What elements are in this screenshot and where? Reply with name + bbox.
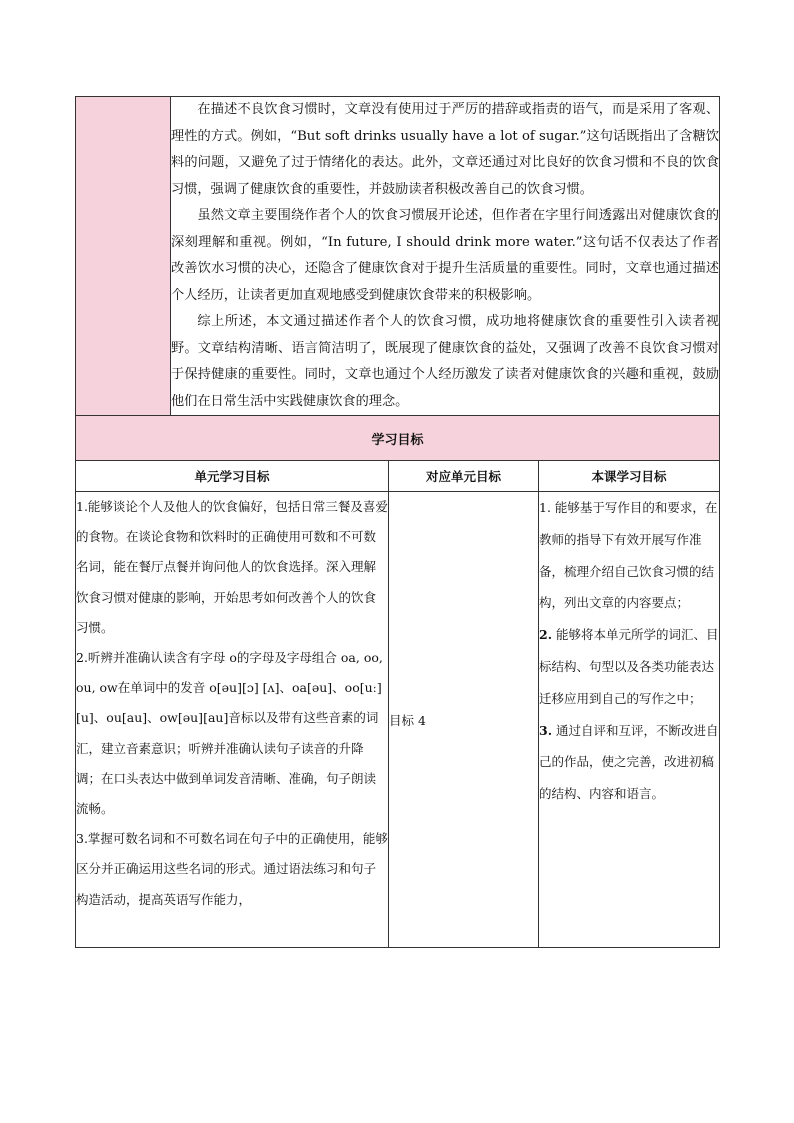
- label-cell: [76, 97, 171, 416]
- unit-goal-2: 2.听辨并准确认读含有字母 o的字母及字母组合 oa, oo, ou, ow在单词中的发音 o[əu][ɔ] [ʌ]、oa[əu]、oo[uː][u]、ou[au]、ow[əu][au]音标以及带有这些音素的词汇，建立音素意识；听辨并准确认读句子读音的升降调；在口头表达中做到单词发音清晰、准确，句子朗读流畅。: [76, 650, 383, 817]
- column-header-mapped-goal: 对应单元目标: [389, 461, 539, 492]
- analysis-row: [76, 97, 720, 416]
- analysis-paragraph-1: 在描述不良饮食习惯时，文章没有使用过于严厉的措辞或指责的语气，而是采用了客观、理性的方式。例如，“But soft drinks usually have a lot of sugar.”这句话既指出了含糖饮料的问题，又避免了过于情绪化的表达。此外，文章还通过对比良好的饮食习惯和不良的饮食习惯，强调了健康饮食的重要性，并鼓励读者积极改善自己的饮食习惯。: [171, 102, 720, 197]
- unit-goal-1: 1.能够谈论个人及他人的饮食偏好，包括日常三餐及喜爱的食物。在谈论食物和饮料时的正确使用可数和不可数名词，能在餐厅点餐并询问他人的饮食选择。深入理解饮食习惯对健康的影响，开始思考如何改善个人的饮食习惯。: [76, 499, 388, 635]
- unit-goals-cell: [76, 492, 389, 948]
- section-header-row: [76, 416, 720, 461]
- column-header-row: [76, 461, 720, 492]
- lesson-goal-2-number: 2.: [539, 627, 553, 643]
- lesson-goal-3-number: 3.: [539, 722, 553, 738]
- lesson-goals-cell: [539, 492, 720, 948]
- analysis-paragraph-3: 综上所述，本文通过描述作者个人的饮食习惯，成功地将健康饮食的重要性引入读者视野。文章结构清晰、语言简洁明了，既展现了健康饮食的益处，又强调了改善不良饮食习惯对于保持健康的重要性。同时，文章也通过个人经历激发了读者对健康饮食的兴趣和重视，鼓励他们在日常生活中实践健康饮食的理念。: [171, 314, 720, 409]
- mapped-goal-cell: 目标 4: [389, 492, 539, 948]
- lesson-goal-3: [539, 715, 719, 810]
- section-title: 学习目标: [76, 416, 720, 461]
- lesson-goal-2-text: 能够将本单元所学的词汇、目标结构、句型以及各类功能表达迁移应用到自己的写作之中；: [539, 627, 719, 706]
- analysis-text-cell: [171, 97, 720, 416]
- lesson-goal-1-number: 1.: [539, 500, 551, 515]
- lesson-goal-1: [539, 492, 719, 619]
- column-header-unit-goals: 单元学习目标: [76, 461, 389, 492]
- column-header-lesson-goals: 本课学习目标: [539, 461, 720, 492]
- lesson-plan-table: [75, 96, 720, 948]
- analysis-paragraph-2: 虽然文章主要围绕作者个人的饮食习惯展开论述，但作者在字里行间透露出对健康饮食的深刻理解和重视。例如，“In future, I should drink more water.”这句话不仅表达了作者改善饮水习惯的决心，还隐含了健康饮食对于提升生活质量的重要性。同时，文章也通过描述个人经历，让读者更加直观地感受到健康饮食带来的积极影响。: [171, 208, 720, 303]
- lesson-goal-3-text: 通过自评和互评，不断改进自己的作品，使之完善，改进初稿的结构、内容和语言。: [539, 722, 719, 802]
- goals-content-row: [76, 492, 720, 948]
- lesson-goal-2: [539, 619, 719, 714]
- unit-goal-3: 3.掌握可数名词和不可数名词在句子中的正确使用，能够区分并正确运用这些名词的形式。通过语法练习和句子构造活动，提高英语写作能力，: [76, 831, 388, 907]
- lesson-goal-1-text: 能够基于写作目的和要求，在教师的指导下有效开展写作准备，梳理介绍自己饮食习惯的结构，列出文章的内容要点；: [539, 500, 718, 611]
